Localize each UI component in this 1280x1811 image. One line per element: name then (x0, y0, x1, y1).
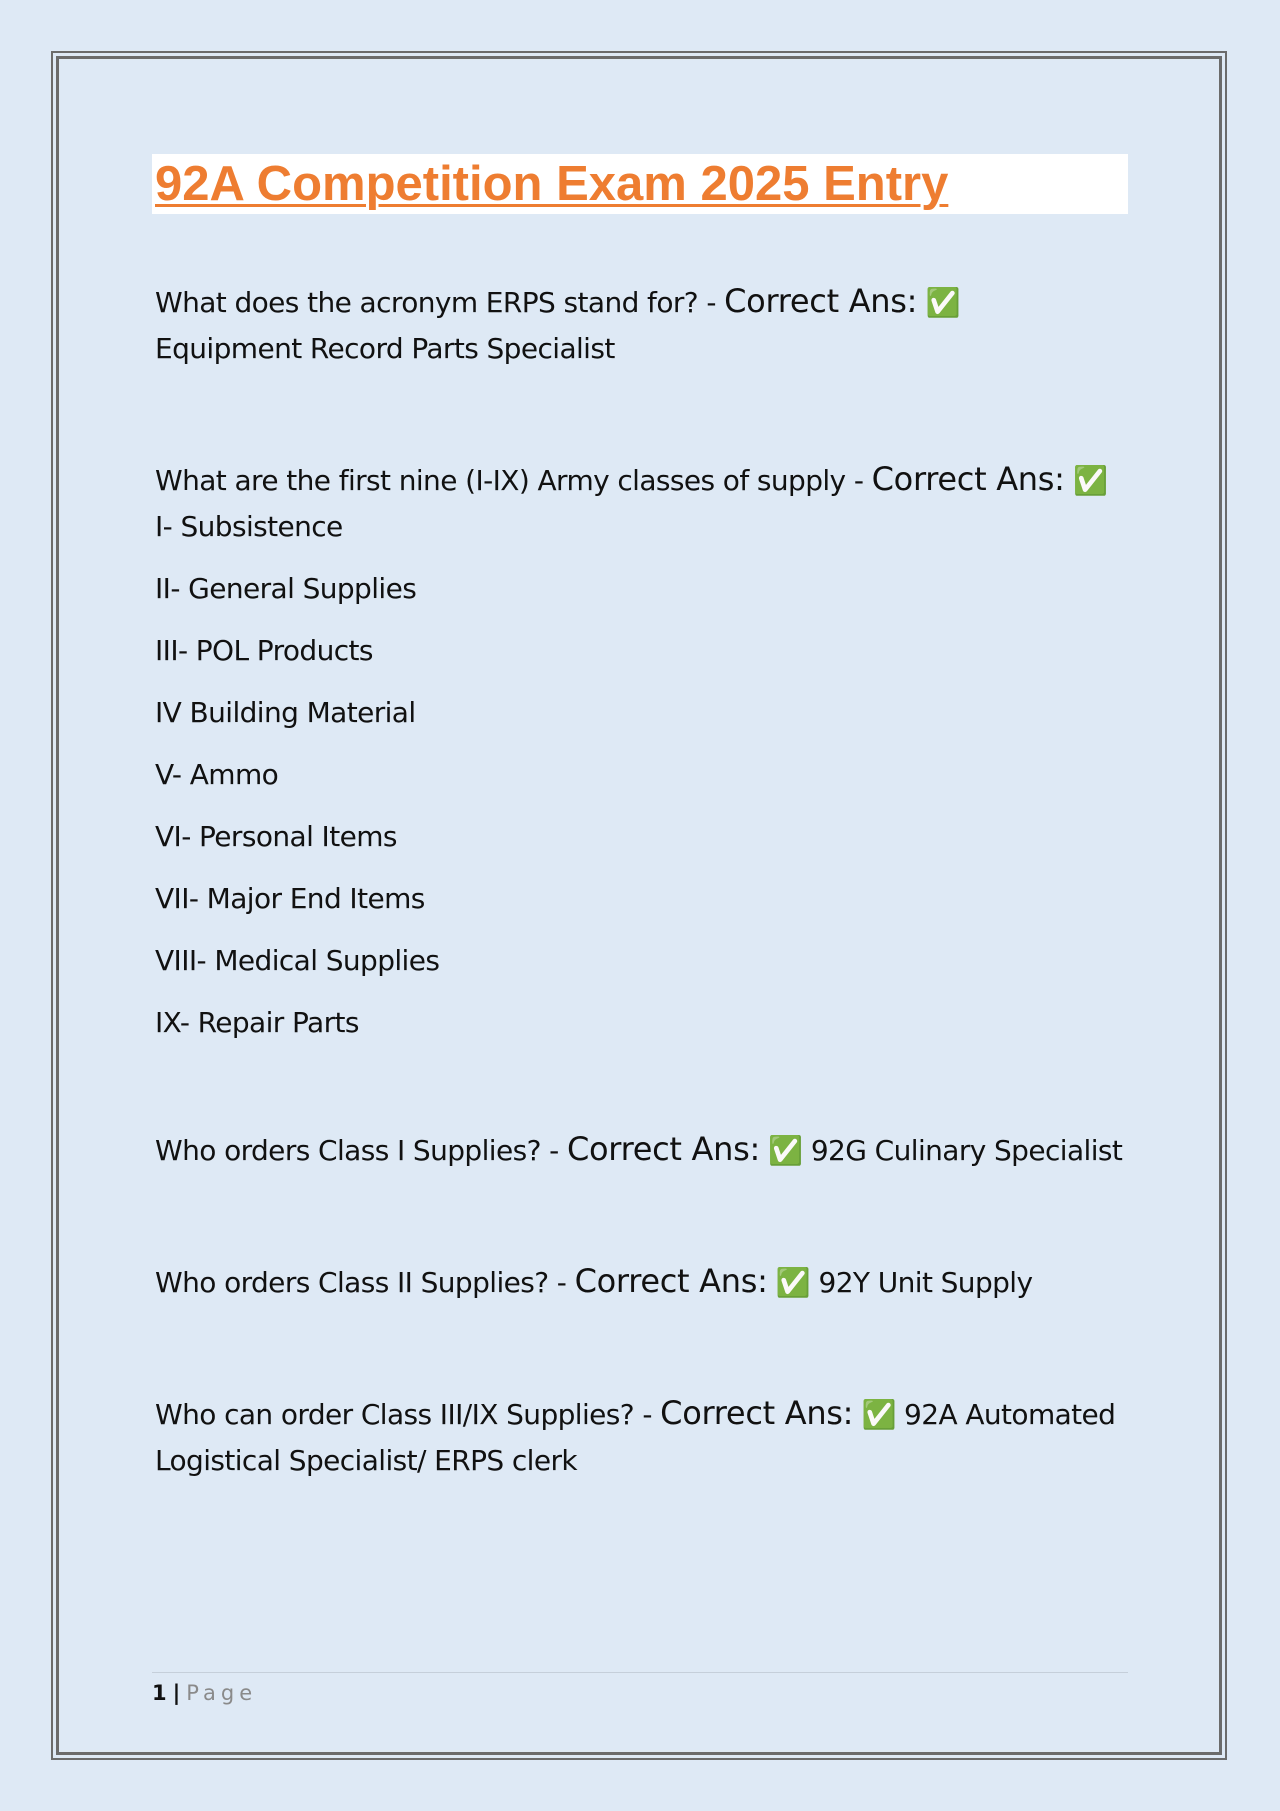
qa-erps (155, 278, 1135, 372)
supply-class-item: VI- Personal Items (155, 820, 397, 853)
answer-text: 92Y Unit Supply (818, 1266, 1033, 1299)
question-text: What are the first nine (I-IX) Army classes of supply - (155, 464, 872, 497)
supply-class-item: IX- Repair Parts (155, 1006, 359, 1039)
footer-separator: | (172, 1681, 181, 1705)
question-text: What does the acronym ERPS stand for? - (155, 286, 725, 319)
supply-class-item: VIII- Medical Supplies (155, 944, 440, 977)
supply-class-item: IV Building Material (155, 696, 416, 729)
check-icon: ✅ (1072, 464, 1108, 497)
supply-class-item: I- Subsistence (155, 510, 343, 543)
question-text: Who orders Class I Supplies? - (155, 1134, 567, 1167)
check-icon: ✅ (775, 1266, 811, 1299)
answer-label: Correct Ans: (574, 1262, 768, 1300)
qa-class-ii (155, 1258, 1135, 1306)
answer-text: 92G Culinary Specialist (810, 1134, 1123, 1167)
check-icon: ✅ (925, 286, 960, 319)
answer-label: Correct Ans: (724, 282, 918, 320)
question-text: Who can order Class III/IX Supplies? - (155, 1398, 661, 1431)
answer-label: Correct Ans: (660, 1394, 854, 1432)
document-title: 92A Competition Exam 2025 Entry (155, 157, 949, 211)
answer-text: 92A Automated Logistical Specialist/ ERPS clerk (155, 1398, 1116, 1477)
qa-class-iii-ix (155, 1390, 1135, 1484)
supply-class-item: II- General Supplies (155, 572, 417, 605)
page-label: Page (186, 1681, 258, 1705)
page-footer (152, 1672, 1128, 1707)
supply-class-item: VII- Major End Items (155, 882, 425, 915)
answer-label: Correct Ans: (566, 1130, 760, 1168)
document-body (155, 278, 1135, 1484)
check-icon: ✅ (768, 1134, 803, 1167)
qa-class-i (155, 1126, 1135, 1174)
page-number: 1 (152, 1681, 167, 1705)
supply-class-item: III- POL Products (155, 634, 373, 667)
question-line (155, 456, 1135, 550)
supply-class-item: V- Ammo (155, 758, 279, 791)
question-text: Who orders Class II Supplies? - (155, 1266, 575, 1299)
answer-label: Correct Ans: (871, 460, 1065, 498)
qa-classes-of-supply (155, 456, 1135, 1046)
check-icon: ✅ (861, 1398, 896, 1431)
answer-text: Equipment Record Parts Specialist (155, 332, 615, 365)
